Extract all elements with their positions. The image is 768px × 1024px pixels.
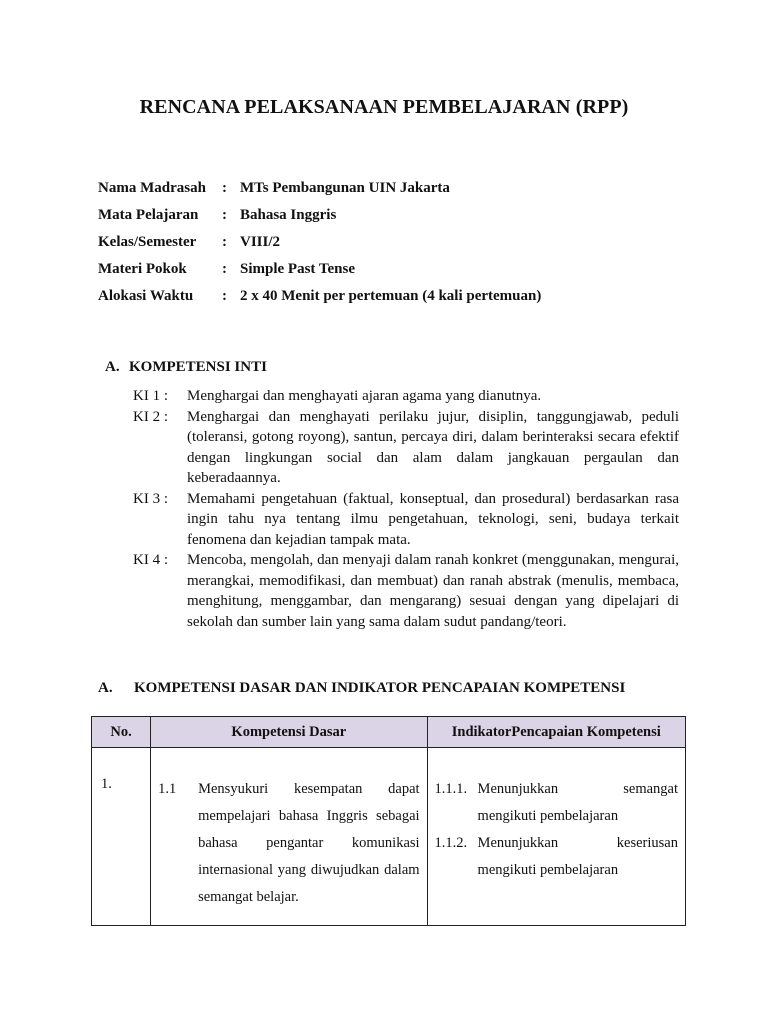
info-value: Simple Past Tense (240, 261, 356, 277)
info-row-kelas-semester (98, 231, 541, 258)
info-label: Kelas/Semester (98, 234, 197, 250)
info-colon: : (222, 234, 227, 250)
kd-text: Mensyukuri kesempatan dapat mempelajari bahasa Inggris sebagai bahasa pengantar komunikasi internasional yang diwujudkan dalam semangat belajar. (198, 781, 420, 905)
ki-item (133, 407, 679, 489)
ki-item (133, 489, 679, 551)
kd-number: 1.1 (158, 781, 177, 797)
ki-label: KI 2 : (133, 408, 168, 425)
section-heading-kompetensi-dasar (98, 680, 625, 697)
info-value: Bahasa Inggris (240, 207, 337, 223)
header-indikator: IndikatorPencapaian Kompetensi (427, 717, 685, 748)
ki-label: KI 4 : (133, 552, 168, 568)
info-label: Materi Pokok (98, 261, 187, 277)
info-row-madrasah (98, 177, 541, 204)
info-row-alokasi-waktu (98, 285, 541, 312)
page-title: RENCANA PELAKSANAAN PEMBELAJARAN (RPP) (139, 96, 629, 118)
info-value: 2 x 40 Menit per pertemuan (4 kali pertemuan) (240, 288, 542, 304)
info-colon: : (222, 207, 227, 223)
section-title: KOMPETENSI DASAR DAN INDIKATOR PENCAPAIAN KOMPETENSI (134, 680, 626, 696)
indicator-rest: mengikuti pembelajaran (477, 862, 619, 878)
indicator-word: semangat (623, 781, 678, 797)
identity-info (98, 177, 541, 312)
ki-item (133, 550, 679, 632)
ki-text: Menghargai dan menghayati ajaran agama yang dianutnya. (187, 388, 542, 404)
indicator-number: 1.1.2. (434, 835, 468, 851)
indicator-number: 1.1.1. (434, 781, 468, 797)
kd-cell (151, 748, 427, 926)
section-letter: A. (98, 680, 113, 696)
ki-text: Memahami pengetahuan (faktual, konseptual, dan prosedural) berdasarkan rasa ingin tahu nya tentang ilmu pengetahuan, teknologi, seni, budaya terkait fenomena dan kejadian tampak mata. (187, 490, 679, 548)
indicator-rest: mengikuti pembelajaran (477, 808, 619, 824)
info-row-mata-pelajaran (98, 204, 541, 231)
info-colon: : (222, 180, 227, 196)
indicator-word: keseriusan (616, 835, 678, 851)
info-value: MTs Pembangunan UIN Jakarta (240, 180, 450, 196)
ki-text: Mencoba, mengolah, dan menyaji dalam ranah konkret (menggunakan, mengurai, merangkai, memodifikasi, dan membuat) dan ranah abstrak (menulis, membaca, menghitung, menggambar, dan mengarang) sesuai dengan yang dipelajari di sekolah dan sumber lain yang sama dalam sudut pandang/teori. (187, 552, 679, 630)
section-letter: A. (105, 359, 120, 375)
header-no: No. (92, 717, 151, 748)
info-value: VIII/2 (240, 234, 281, 250)
section-title: KOMPETENSI INTI (129, 359, 267, 375)
table-header-row (92, 717, 686, 748)
section-heading-kompetensi-inti (105, 359, 267, 376)
ki-label: KI 1 : (133, 388, 168, 404)
indicator-item (435, 776, 678, 830)
ki-label: KI 3 : (133, 490, 168, 507)
table-row (92, 748, 686, 926)
header-kompetensi-dasar: Kompetensi Dasar (151, 717, 427, 748)
info-label: Nama Madrasah (98, 180, 206, 196)
info-colon: : (222, 288, 227, 304)
ki-item (133, 386, 679, 407)
ki-text: Menghargai dan menghayati perilaku jujur, disiplin, tanggungjawab, peduli (toleransi, gotong royong), santun, percaya diri, dalam berinteraksi secara efektif dengan lingkungan social dan alam dalam jangkauan pergaulan dan keberadaannya. (187, 408, 679, 486)
indicator-word: Menunjukkan (477, 781, 559, 797)
indicator-item (435, 830, 678, 884)
ki-list (133, 386, 679, 632)
indicator-cell (427, 748, 685, 926)
row-number: 1. (92, 748, 151, 926)
info-label: Mata Pelajaran (98, 207, 199, 223)
kompetensi-dasar-table (91, 716, 686, 926)
info-label: Alokasi Waktu (98, 288, 194, 304)
indicator-word: Menunjukkan (477, 835, 559, 851)
info-colon: : (222, 261, 227, 277)
info-row-materi-pokok (98, 258, 541, 285)
